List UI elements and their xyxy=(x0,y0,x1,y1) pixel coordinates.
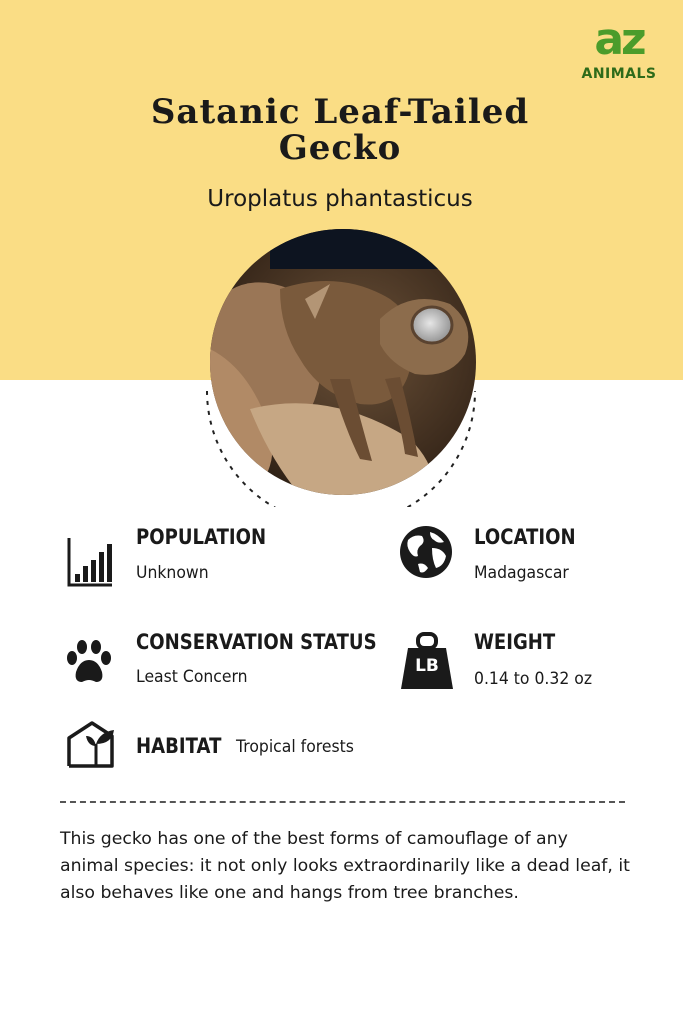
description: This gecko has one of the best forms of camouflage of any animal species: it not only looks extraordinarily like a dead leaf, it also behaves like one and hangs from tree branches. xyxy=(60,829,630,903)
weight-value: 0.14 to 0.32 oz xyxy=(474,669,593,689)
conservation-value: Least Concern xyxy=(136,667,248,687)
conservation-label: CONSERVATION STATUS xyxy=(136,630,377,654)
weight-label: WEIGHT xyxy=(474,630,556,654)
logo-wordmark: ANIMALS xyxy=(581,66,657,82)
globe-icon xyxy=(398,524,454,580)
habitat-value: Tropical forests xyxy=(236,737,354,757)
habitat-label: HABITAT xyxy=(136,734,222,758)
paw-icon xyxy=(66,640,112,684)
weight-badge: LB xyxy=(415,656,439,676)
az-animals-logo[interactable] xyxy=(575,14,663,88)
logo-mark: az xyxy=(594,14,644,65)
house-plant-icon xyxy=(66,720,122,768)
population-label: POPULATION xyxy=(136,525,267,549)
page-title: Satanic Leaf-Tailed Gecko xyxy=(150,92,530,168)
population-value: Unknown xyxy=(136,563,209,583)
bar-chart-icon xyxy=(66,536,114,588)
scientific-name: Uroplatus phantasticus xyxy=(207,186,473,212)
location-label: LOCATION xyxy=(474,525,576,549)
gecko-photo xyxy=(210,229,476,495)
divider xyxy=(60,801,625,803)
location-value: Madagascar xyxy=(474,563,569,583)
